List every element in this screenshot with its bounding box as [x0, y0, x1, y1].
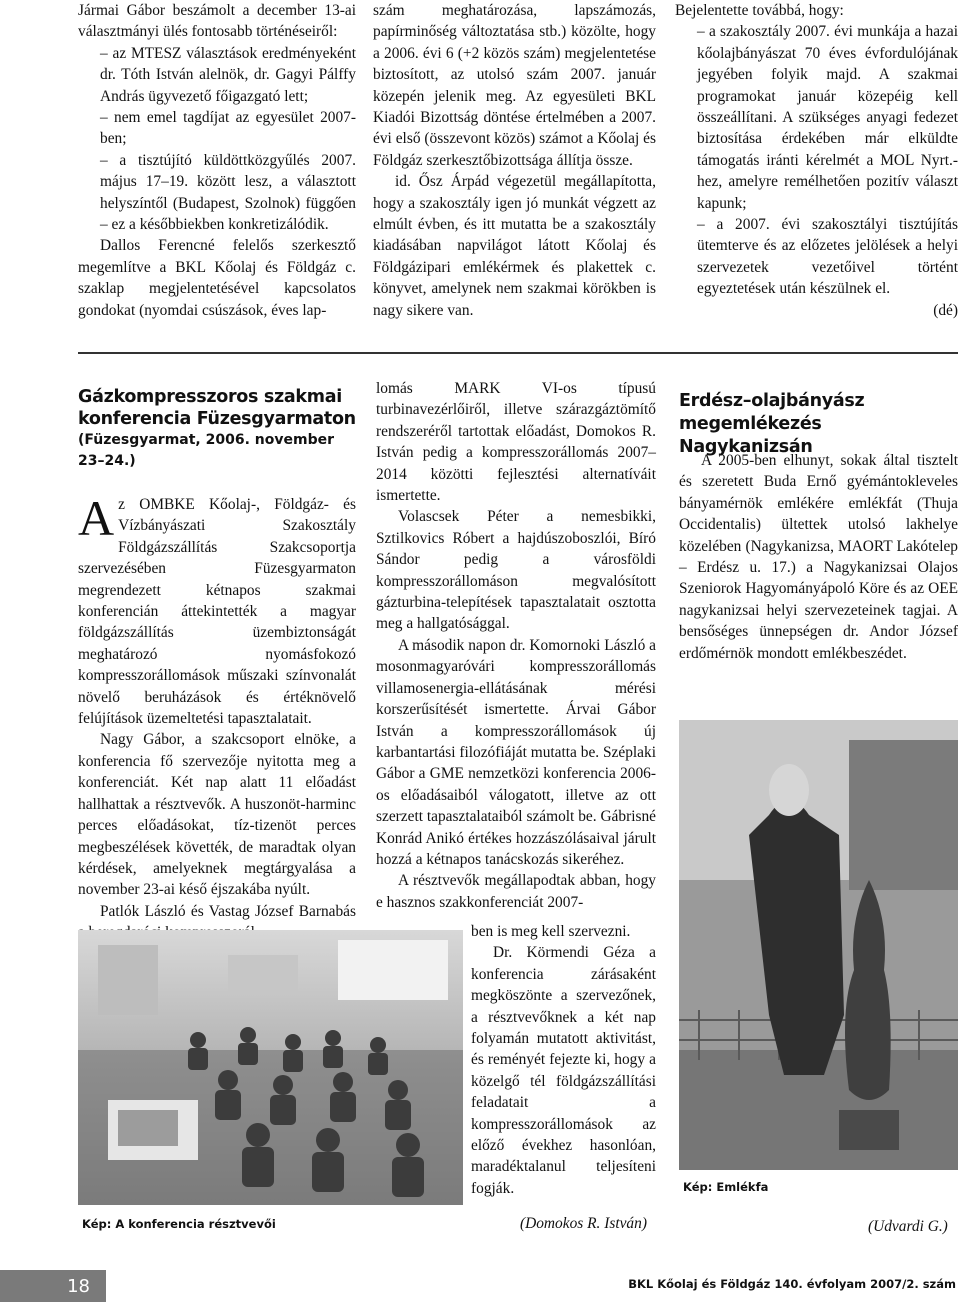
article2-title: Erdész–olajbányász megemlékezés Nagykanizsán: [679, 391, 865, 457]
paragraph: ben is meg kell szervezni.: [471, 923, 631, 940]
conference-photo-image: [78, 930, 463, 1205]
top-col-3: [675, 0, 958, 321]
paragraph: – nem emel tagdíjat az egyesület 2007-ben;: [100, 109, 356, 148]
top-col-1: [78, 0, 356, 321]
paragraph: Volascsek Péter a nemesbikki, Sztilkovics Róbert a hajdúszoboszlói, Bíró Sándor pedig a városföldi kompresszorállomáson megvalósított gázturbina-telepítések tapasztalatait osztotta meg a hallgatósággal.: [376, 508, 656, 633]
paragraph: (dé): [933, 301, 958, 319]
article2-body: [679, 450, 958, 664]
paragraph: Dallos Ferencné felelős szerkesztő megemlítve a BKL Kőolaj és Földgáz c. szaklap megjelentetésével kapcsolatos gondokat (nyomdai csúszások, éves lap-: [78, 237, 356, 319]
section-divider: [78, 352, 958, 354]
paragraph: Bejelentette továbbá, hogy:: [675, 2, 844, 19]
paragraph: id. Ősz Árpád végezetül megállapította, hogy a szakosztály igen jó munkát végzett az elmúlt évben, és itt mutatta be a szakosztály kiadásában napvilágot látott Kőolaj és Földgázipari emlékérmek és plakettek c. könyvet, amelynek nem szakmai körökben is nagy sikere van.: [373, 173, 656, 319]
conference-photo-caption: Kép: A konferencia résztvevői: [82, 1217, 276, 1231]
paragraph: A résztvevők megállapodtak abban, hogy e hasznos szakkonferenciát 2007-: [376, 872, 656, 911]
paragraph: – az MTESZ választások eredményeként dr. Tóth István alelnök, dr. Gagyi Pálffy András ügyvezető főigazgató lett;: [100, 44, 356, 105]
conference-photo: [78, 930, 463, 1205]
paragraph: Jármai Gábor beszámolt a december 13-ai választmányi ülés fontosabb történéseiről:: [78, 2, 356, 41]
article1-col-2b: [471, 921, 656, 1199]
journal-footer: BKL Kőolaj és Földgáz 140. évfolyam 2007/2. szám: [628, 1277, 956, 1291]
article1-col1-text: [78, 490, 356, 944]
article2-header: [679, 390, 958, 459]
dropcap: A: [78, 490, 115, 546]
memorial-photo: [679, 720, 958, 1170]
paragraph: – a szakosztály 2007. évi munkája a hazai kőolajbányászat 70 éves évfordulójának jegyében folyik majd. A szakmai programokat január közepéig kell összeállítani. A szükséges anyagi fedezet biztosítása érdekében már elküldte támogatás iránti kérelmét a MOL Nyrt.-hez, amelyre remélhetően pozitív választ kapunk;: [697, 23, 958, 212]
paragraph: Nagy Gábor, a szakcsoport elnöke, a konferencia fő szervezője nyitotta meg a konferenciát. Két nap alatt 11 előadást hallhattak a résztvevők. A huszonöt-harminc perces előadásokat, tíz-tizenöt perces megbeszélések követték, de maradtak olyan kérdések, amelyeknek megtárgyalása a november 23-ai késő éjszakába nyúlt.: [78, 731, 356, 899]
paragraph: – a tisztújító küldöttközgyűlés 2007. május 17–19. között lesz, a választott helyszíntől (Budapest, Szolnok) függően – ez a későbbiekben konkretizálódik.: [100, 151, 356, 234]
paragraph: A második napon dr. Komornoki László a mosonmagyaróvári kompresszorállomás villamosenergia-ellátásának mérési korszerűsítését ismertette. Árvai Gábor István a kompresszorállomások új karbantartási filozófiáját mutatta be. Széplaki Gábor a GME nemzetközi konferencia 2006-os előadásaiból válogatott, illetve az ott szerzett tapasztalataiból számolt be. Gábrisné Konrád Anikó értékes hozzászólásaival járult hozzá a kétnapos tanácskozás sikeréhez.: [376, 636, 656, 868]
article1-title: Gázkompresszoros szakmai konferencia Füzesgyarmaton: [78, 387, 356, 429]
article1-col-2: [376, 378, 656, 913]
article1-subtitle: (Füzesgyarmat, 2006. november 23–24.): [78, 432, 334, 469]
paragraph: szám meghatározása, lapszámozás, papírminőség változtatása stb.) közölte, hogy a 2006. évi 6 (+2 közös szám) megjelentetése biztosított, az utolsó szám 2007. január közepén jelenik meg. Az egyesületi BKL Kiadói Bizottság döntése értelmében a 2007. évi első (összevont közös) számot a Kőolaj és Földgáz szerkesztőbizottsága állítja össze.: [373, 2, 656, 169]
memorial-photo-caption: Kép: Emlékfa: [683, 1180, 769, 1194]
article1-header: [78, 386, 356, 472]
page-number: 18: [0, 1270, 106, 1302]
paragraph: A 2005-ben elhunyt, sokak által tisztelt és szeretett Buda Ernő gyémántokleveles bányamérnök emlékére emlékfát (Thuja Occidentalis) ültettek utolsó lakhelye közelében (Nagykanizsa, MAORT Lakótelep – Erdész u. 17.) a Nagykanizsai Olajos Szeniorok Hagyományápoló Köre és az OEE nagykanizsai helyi szervezeteinek tagjai. A bensőséges ünnepségen dr. Andor József erdőmérnök mondott emlékbeszédet.: [679, 452, 958, 662]
paragraph: Patlók László és Vastag József Barnabás: [100, 902, 356, 920]
top-col-2: [373, 0, 656, 321]
paragraph: – a 2007. évi szakosztályi tisztújítás ütemterve és az előzetes jelölések a helyi szervezetek vezetőivel történt egyeztetések után készülnek el.: [697, 216, 958, 298]
memorial-photo-image: [679, 720, 958, 1170]
article1-col-1: [78, 490, 356, 944]
article2-author: (Udvardi G.): [868, 1218, 948, 1235]
article1-author: (Domokos R. István): [520, 1215, 647, 1232]
paragraph: lomás MARK VI-os típusú turbinavezérlőiről, illetve szárazgáztömítő rendszeréről tartottak előadást, Domokos R. István pedig a kompresszorállomás 2007–2014 közötti fejlesztési alternatíváit ismertette.: [376, 380, 656, 505]
paragraph: z OMBKE Kőolaj-, Földgáz- és Vízbányászati Szakosztály Földgázszállítás Szakcsoportja szervezésében Füzesgyarmaton megrendezett kétnapos szakmai konferencián áttekintették a magyar földgázszállítás üzembiztonságát meghatározó nyomásfokozó kompresszorállomások műszaki színvonalát növelő beruházások és értéknövelő felújítások üzemeltetési tapasztalatait.: [78, 496, 356, 728]
paragraph: Dr. Körmendi Géza a konferencia zárásaként megköszönte a szervezőnek, a résztvevőknek a két nap folyamán mutatott aktivitást, és reményét fejezte ki, hogy a közelgő tél földgázszállítási feladatait a kompresszorállomások az előző évekhez hasonlóan, maradéktalanul teljesíteni fogják.: [471, 944, 656, 1197]
